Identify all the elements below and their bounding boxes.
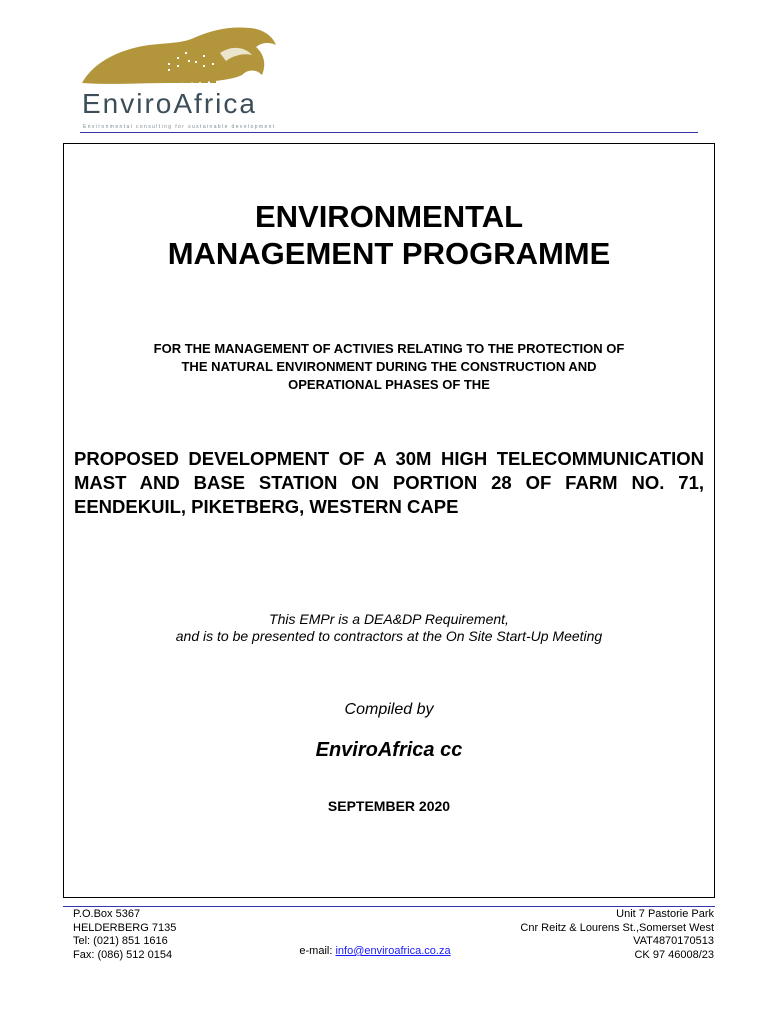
footer-postal-contact: [73, 908, 176, 962]
note-line-1: This EMPr is a DEA&DP Requirement,: [269, 611, 509, 627]
email-label: e-mail:: [299, 945, 336, 957]
footer-physical-address: [520, 908, 714, 962]
footer-postal-code: HELDERBERG 7135: [73, 921, 177, 934]
project-line-3: PORTION 28 OF FARM NO. 71, EENDEKUIL, PIKETBERG,: [74, 472, 704, 517]
compiled-by-label: Compiled by: [344, 701, 434, 718]
footer-divider: [63, 906, 715, 907]
header-divider: [80, 132, 698, 133]
footer-fax: Fax: (086) 512 0154: [73, 948, 173, 961]
project-description: [74, 447, 704, 519]
subtitle-line-1: FOR THE MANAGEMENT OF ACTIVIES RELATING TO THE PROTECTION OF: [153, 341, 625, 356]
email-link[interactable]: info@enviroafrica.co.za: [335, 945, 451, 957]
requirement-note: [63, 611, 715, 645]
document-subtitle: [100, 340, 678, 394]
footer-street: Cnr Reitz & Lourens St.,Somerset West: [520, 921, 714, 934]
footer-po-box: P.O.Box 5367: [73, 908, 141, 920]
project-line-2: TELECOMMUNICATION MAST AND BASE STATION ON: [74, 448, 704, 493]
document-title: [63, 198, 715, 272]
note-line-2: and is to be presented to contractors at the On Site Start-Up Meeting: [175, 628, 603, 644]
company-name: EnviroAfrica cc: [315, 739, 463, 761]
subtitle-line-3: OPERATIONAL PHASES OF THE: [288, 377, 490, 392]
title-line-1: ENVIRONMENTAL: [254, 199, 524, 234]
logo-wordmark: EnviroAfrica: [82, 88, 257, 119]
footer-unit: Unit 7 Pastorie Park: [616, 908, 714, 920]
title-line-2: MANAGEMENT PROGRAMME: [167, 236, 611, 271]
logo-tagline: Environmental consulting for sustainable development: [83, 124, 276, 130]
footer-vat: VAT4870170513: [633, 935, 714, 947]
document-date: SEPTEMBER 2020: [327, 798, 451, 814]
footer-email: [220, 945, 530, 959]
project-line-1: PROPOSED DEVELOPMENT OF A 30M HIGH: [74, 448, 488, 469]
project-line-4: WESTERN CAPE: [309, 496, 459, 517]
skyline-leaf-logo-icon: [80, 25, 280, 90]
footer-ck: CK 97 46008/23: [634, 948, 714, 961]
enviroafrica-logo: [80, 25, 280, 130]
subtitle-line-2: THE NATURAL ENVIRONMENT DURING THE CONSTRUCTION AND: [181, 359, 597, 374]
footer-telephone: Tel: (021) 851 1616: [73, 935, 168, 947]
